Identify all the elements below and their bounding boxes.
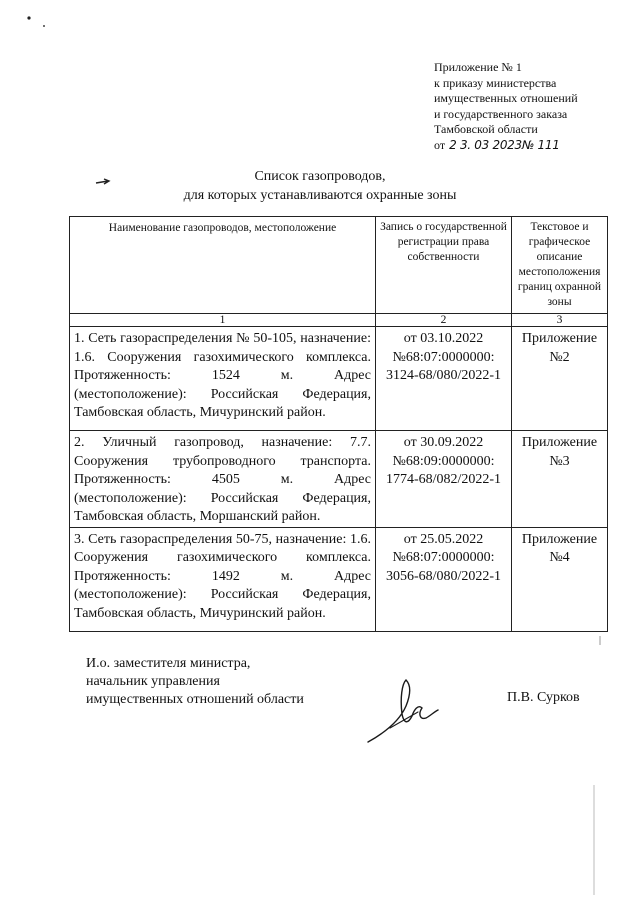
appendix-line: Приложение № 1: [434, 60, 522, 74]
registration-date: от 25.05.2022: [403, 531, 484, 547]
appendix-ref-number: №3: [549, 453, 570, 469]
pipeline-description: 2. Уличный газопровод, назначение: 7.7. Сооружения трубопроводного транспорта. Протяженность: 4505 м. Адрес (местоположение): Российская Федерация, Тамбовская область, Моршанский район.: [70, 431, 376, 528]
header-registration: Запись о государственной регистрации права собственности: [376, 217, 512, 314]
pipelines-table: [69, 216, 608, 632]
appendix-reference: [512, 431, 608, 528]
table-row: [70, 527, 608, 631]
registration-number: 3124-68/080/2022-1: [385, 368, 502, 383]
title-line: для которых устанавливаются охранные зоны: [183, 188, 457, 203]
column-number: 2: [376, 314, 512, 327]
column-numbers-row: [70, 314, 608, 327]
appendix-ref-number: №4: [549, 550, 570, 565]
signatory-line: начальник управления: [86, 674, 220, 689]
signatory-line: имущественных отношений области: [86, 692, 304, 707]
registration-record: [376, 327, 512, 431]
signatory-name: П.В. Сурков: [507, 690, 580, 705]
title-line: Список газопроводов,: [254, 169, 386, 184]
registration-record: [376, 527, 512, 631]
appendix-line: Тамбовской области: [434, 122, 538, 137]
registration-date: от 03.10.2022: [403, 331, 484, 346]
header-name: Наименование газопроводов, местоположение: [70, 217, 376, 314]
table-row: [70, 327, 608, 431]
handwritten-signature: [360, 668, 450, 748]
column-number: 3: [512, 314, 608, 327]
signatory-title: [86, 655, 304, 709]
appendix-reference: [512, 527, 608, 631]
pipeline-description: 3. Сеть газораспределения 50-75, назначение: 1.6. Сооружения газохимического комплекса. Протяженность: 1492 м. Адрес (местоположение): Российская Федерация, Тамбовская область, Мичуринский район.: [70, 527, 376, 631]
table-row: [70, 431, 608, 528]
signatory-line: И.о. заместителя министра,: [86, 656, 251, 671]
appendix-block: [434, 60, 578, 154]
registration-number: 1774-68/082/2022-1: [385, 472, 502, 487]
appendix-ref-label: Приложение: [521, 331, 598, 346]
appendix-date-line: [434, 138, 578, 154]
appendix-ref-label: Приложение: [521, 531, 598, 547]
appendix-line: к приказу министерства: [434, 75, 557, 90]
registration-number: 3056-68/080/2022-1: [385, 568, 502, 584]
registration-number: №68:07:0000000:: [392, 349, 495, 365]
pipeline-description: 1. Сеть газораспределения № 50-105, назначение: 1.6. Сооружения газохимического комплекса. Протяженность: 1524 м. Адрес (местоположение): Российская Федерация, Тамбовская область, Мичуринский район.: [70, 327, 376, 431]
appendix-ref-number: №2: [549, 349, 570, 365]
appendix-line: имущественных отношений: [434, 91, 578, 106]
handwritten-date: 2 3. 03 2023№ 111: [449, 137, 560, 152]
table-header-row: [70, 217, 608, 314]
appendix-reference: [512, 327, 608, 431]
registration-number: №68:07:0000000:: [392, 550, 495, 565]
registration-record: [376, 431, 512, 528]
appendix-ref-label: Приложение: [521, 435, 598, 450]
date-prefix: от: [434, 137, 446, 152]
registration-number: №68:09:0000000:: [392, 453, 495, 469]
column-number: 1: [70, 314, 376, 327]
registration-date: от 30.09.2022: [403, 435, 484, 450]
document-title: [140, 167, 500, 205]
appendix-line: и государственного заказа: [434, 106, 568, 121]
header-description: Текстовое и графическое описание местоположения границ охранной зоны: [512, 217, 608, 314]
